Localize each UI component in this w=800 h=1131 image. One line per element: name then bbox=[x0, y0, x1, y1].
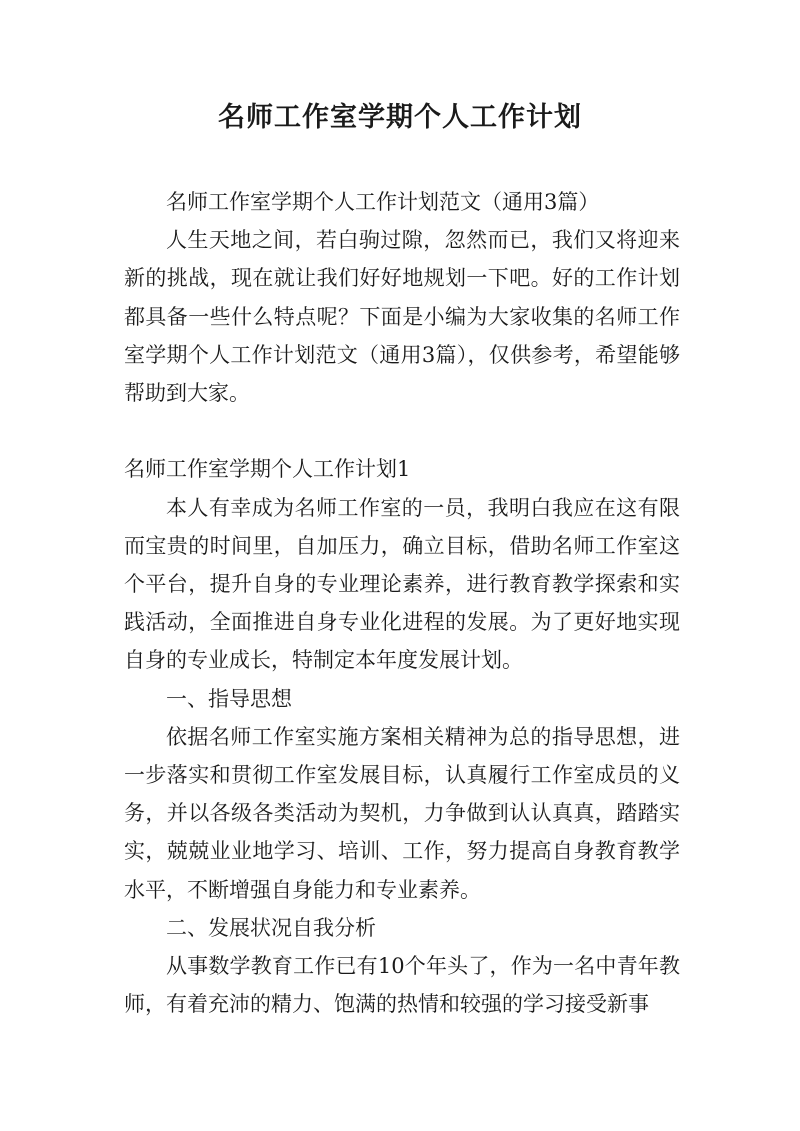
document-subtitle: 名师工作室学期个人工作计划范文（通用3篇） bbox=[166, 190, 600, 214]
section-paragraph: 本人有幸成为名师工作室的一员，我明白我应在这有限而宝贵的时间里，自加压力，确立目标，借助名师工作室这个平台，提升自身的专业理论素养，进行教育教学探索和实践活动，全面推进自身专业化进程的发展。为了更好地实现自身的专业成长，特制定本年度发展计划。 bbox=[124, 495, 680, 673]
intro-paragraph: 人生天地之间，若白驹过隙，忽然而已，我们又将迎来新的挑战，现在就让我们好好地规划一下吧。好的工作计划都具备一些什么特点呢？下面是小编为大家收集的名师工作室学期个人工作计划范文（通用3篇），仅供参考，希望能够帮助到大家。 bbox=[124, 228, 680, 406]
section-title: 名师工作室学期个人工作计划1 bbox=[124, 457, 411, 482]
heading-self-analysis: 二、发展状况自我分析 bbox=[166, 915, 376, 940]
heading-guiding-ideology: 一、指导思想 bbox=[166, 686, 292, 711]
blank-line bbox=[124, 412, 680, 450]
analysis-paragraph: 从事数学教育工作已有10个年头了，作为一名中青年教师，有着充沛的精力、饱满的热情和较强的学习接受新事 bbox=[124, 954, 680, 1017]
document-body bbox=[124, 183, 680, 1023]
guiding-paragraph: 依据名师工作室实施方案相关精神为总的指导思想，进一步落实和贯彻工作室发展目标，认真履行工作室成员的义务，并以各级各类活动为契机，力争做到认认真真，踏踏实实，兢兢业业地学习、培训、工作，努力提高自身教育教学水平，不断增强自身能力和专业素养。 bbox=[124, 724, 680, 902]
document-title: 名师工作室学期个人工作计划 bbox=[218, 102, 582, 133]
